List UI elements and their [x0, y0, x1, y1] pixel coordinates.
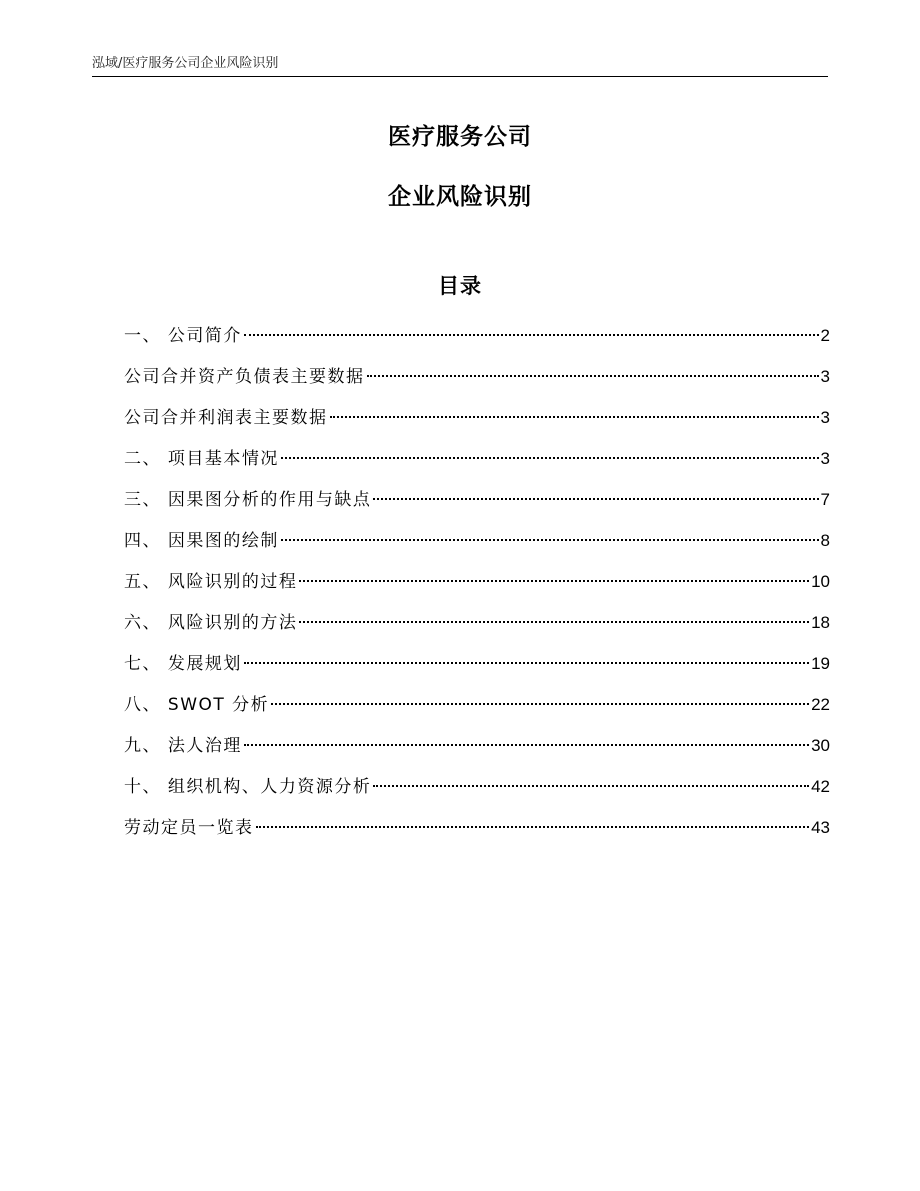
toc-page-number: 8	[820, 531, 830, 550]
toc-entry-label: 公司合并资产负债表主要数据	[124, 367, 365, 387]
toc-entry-label: 五、 风险识别的过程	[124, 572, 298, 592]
toc-page-number: 18	[811, 613, 830, 632]
toc-dot-leader	[330, 416, 819, 418]
toc-page-number: 3	[820, 408, 830, 427]
page-header	[92, 54, 828, 77]
toc-entry-development-plan[interactable]	[124, 652, 830, 693]
toc-dot-leader	[256, 826, 810, 828]
toc-page-number: 10	[811, 572, 830, 591]
toc-entry-staffing-table[interactable]	[124, 816, 830, 857]
toc-page-number: 7	[820, 490, 830, 509]
toc-dot-leader	[373, 498, 818, 500]
toc-dot-leader	[271, 703, 809, 705]
document-subtitle: 企业风险识别	[388, 184, 532, 210]
toc-entry-income-statement[interactable]	[124, 406, 830, 447]
toc-entry-label: 二、 项目基本情况	[124, 449, 279, 469]
toc-dot-leader	[281, 457, 819, 459]
document-title: 医疗服务公司	[388, 124, 532, 150]
toc-dot-leader	[299, 621, 809, 623]
toc-page-number: 3	[820, 367, 830, 386]
toc-entry-label: 公司合并利润表主要数据	[124, 408, 328, 428]
toc-dot-leader	[244, 744, 809, 746]
toc-page-number: 3	[820, 449, 830, 468]
toc-heading: 目录	[438, 274, 482, 298]
table-of-contents	[124, 324, 830, 857]
toc-entry-project-overview[interactable]	[124, 447, 830, 488]
toc-entry-label: 四、 因果图的绘制	[124, 531, 279, 551]
toc-entry-label: 六、 风险识别的方法	[124, 613, 298, 633]
toc-entry-label: 九、 法人治理	[124, 736, 242, 756]
toc-entry-cause-effect-analysis[interactable]	[124, 488, 830, 529]
toc-entry-cause-effect-drawing[interactable]	[124, 529, 830, 570]
toc-entry-label: 十、 组织机构、人力资源分析	[124, 777, 372, 797]
toc-dot-leader	[299, 580, 809, 582]
toc-entry-risk-identification-methods[interactable]	[124, 611, 830, 652]
toc-entry-organization-hr[interactable]	[124, 775, 830, 816]
running-header-text: 泓域/医疗服务公司企业风险识别	[92, 56, 279, 71]
toc-dot-leader	[281, 539, 819, 541]
toc-entry-label: 劳动定员一览表	[124, 818, 254, 838]
toc-entry-risk-identification-process[interactable]	[124, 570, 830, 611]
toc-entry-label: 八、 SWOT 分析	[124, 695, 270, 715]
toc-dot-leader	[373, 785, 809, 787]
toc-page-number: 30	[811, 736, 830, 755]
toc-page-number: 42	[811, 777, 830, 796]
toc-entry-balance-sheet[interactable]	[124, 365, 830, 406]
toc-page-number: 19	[811, 654, 830, 673]
toc-entry-corporate-governance[interactable]	[124, 734, 830, 775]
toc-dot-leader	[367, 375, 819, 377]
toc-entry-label: 三、 因果图分析的作用与缺点	[124, 490, 372, 510]
toc-dot-leader	[244, 662, 809, 664]
toc-page-number: 2	[820, 326, 830, 345]
toc-page-number: 22	[811, 695, 830, 714]
toc-entry-label: 七、 发展规划	[124, 654, 242, 674]
toc-entry-label: 一、 公司简介	[124, 326, 242, 346]
toc-entry-swot-analysis[interactable]	[124, 693, 830, 734]
toc-entry-company-intro[interactable]	[124, 324, 830, 365]
toc-page-number: 43	[811, 818, 830, 837]
toc-dot-leader	[244, 334, 819, 336]
